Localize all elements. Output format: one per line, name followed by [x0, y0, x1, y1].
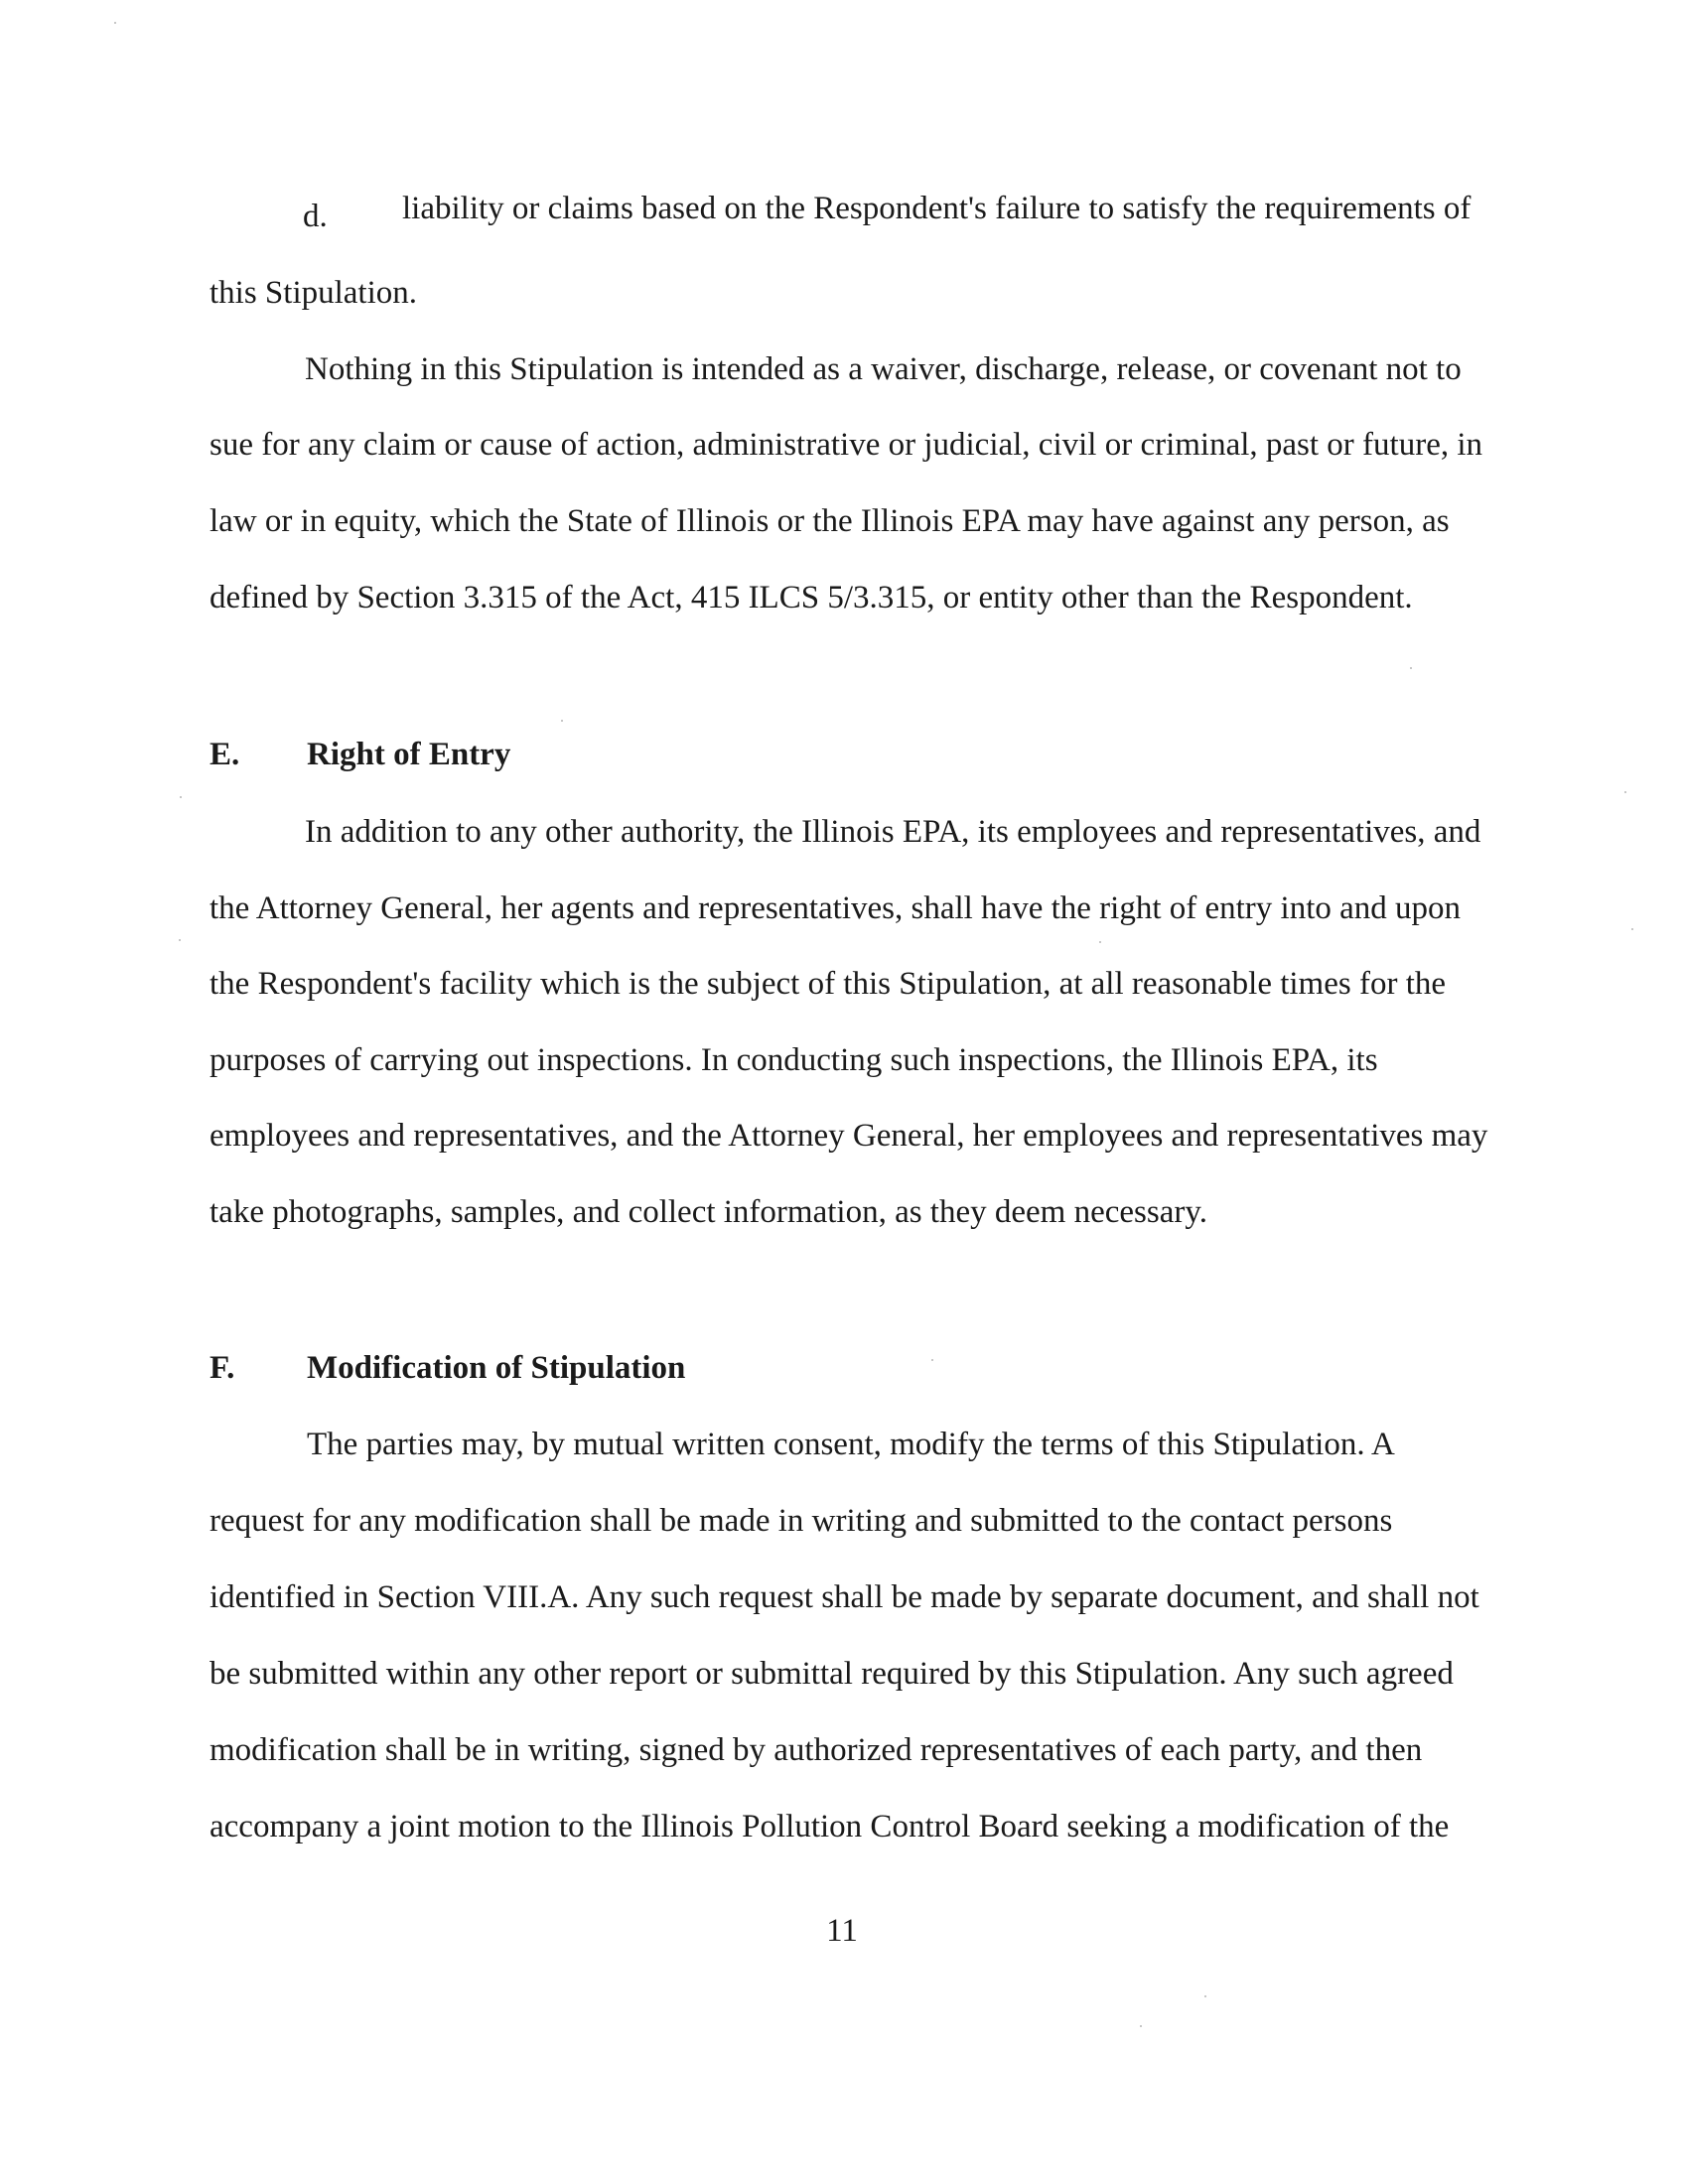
section-f-letter: F.	[210, 1350, 235, 1386]
section-e-line-4: purposes of carrying out inspections. In conducting such inspections, the Illinois EPA, its	[210, 1042, 1378, 1078]
scan-speck	[1624, 791, 1626, 793]
section-e-line-3: the Respondent's facility which is the subject of this Stipulation, at all reasonable times for the	[210, 966, 1447, 1002]
section-f-line-6: accompany a joint motion to the Illinois Pollution Control Board seeking a modification of the	[210, 1809, 1450, 1844]
section-e-line-6: take photographs, samples, and collect information, as they deem necessary.	[210, 1194, 1207, 1230]
section-e-letter: E.	[210, 737, 240, 772]
page-number: 11	[826, 1913, 858, 1949]
section-f-line-3: identified in Section VIII.A. Any such request shall be made by separate document, and shall not	[210, 1579, 1479, 1615]
section-e-line-2: the Attorney General, her agents and representatives, shall have the right of entry into and upon	[210, 890, 1462, 926]
item-d-line-1: liability or claims based on the Respondent's failure to satisfy the requirements of	[402, 191, 1472, 226]
nothing-para-line-2: sue for any claim or cause of action, administrative or judicial, civil or criminal, past or future, in	[210, 427, 1483, 463]
scan-speck	[561, 720, 563, 722]
section-f-line-5: modification shall be in writing, signed by authorized representatives of each party, and then	[210, 1732, 1423, 1768]
nothing-para-line-3: law or in equity, which the State of Illinois or the Illinois EPA may have against any person, as	[210, 503, 1450, 539]
section-f-line-1: The parties may, by mutual written consent, modify the terms of this Stipulation. A	[307, 1427, 1395, 1462]
section-e-line-5: employees and representatives, and the Attorney General, her employees and representatives may	[210, 1118, 1488, 1154]
scan-speck	[1099, 941, 1101, 943]
scan-speck	[1140, 2025, 1142, 2027]
scan-speck	[931, 1359, 933, 1361]
scan-speck	[1204, 1995, 1206, 1997]
nothing-para-line-1: Nothing in this Stipulation is intended as a waiver, discharge, release, or covenant not to	[305, 351, 1462, 387]
scan-speck	[1631, 928, 1633, 930]
scan-speck	[180, 796, 182, 798]
section-e-line-1: In addition to any other authority, the Illinois EPA, its employees and representatives, and	[305, 814, 1481, 850]
section-e-title: Right of Entry	[307, 737, 511, 772]
nothing-para-line-4: defined by Section 3.315 of the Act, 415 ILCS 5/3.315, or entity other than the Respondent.	[210, 580, 1413, 615]
item-d-line-2: this Stipulation.	[210, 275, 418, 311]
item-d-marker: d.	[303, 199, 328, 234]
section-f-line-2: request for any modification shall be made in writing and submitted to the contact persons	[210, 1503, 1393, 1539]
scan-speck	[179, 939, 181, 941]
scan-speck	[114, 22, 116, 24]
section-f-title: Modification of Stipulation	[307, 1350, 686, 1386]
section-f-line-4: be submitted within any other report or submittal required by this Stipulation. Any such agreed	[210, 1656, 1454, 1692]
scan-speck	[1410, 667, 1412, 669]
